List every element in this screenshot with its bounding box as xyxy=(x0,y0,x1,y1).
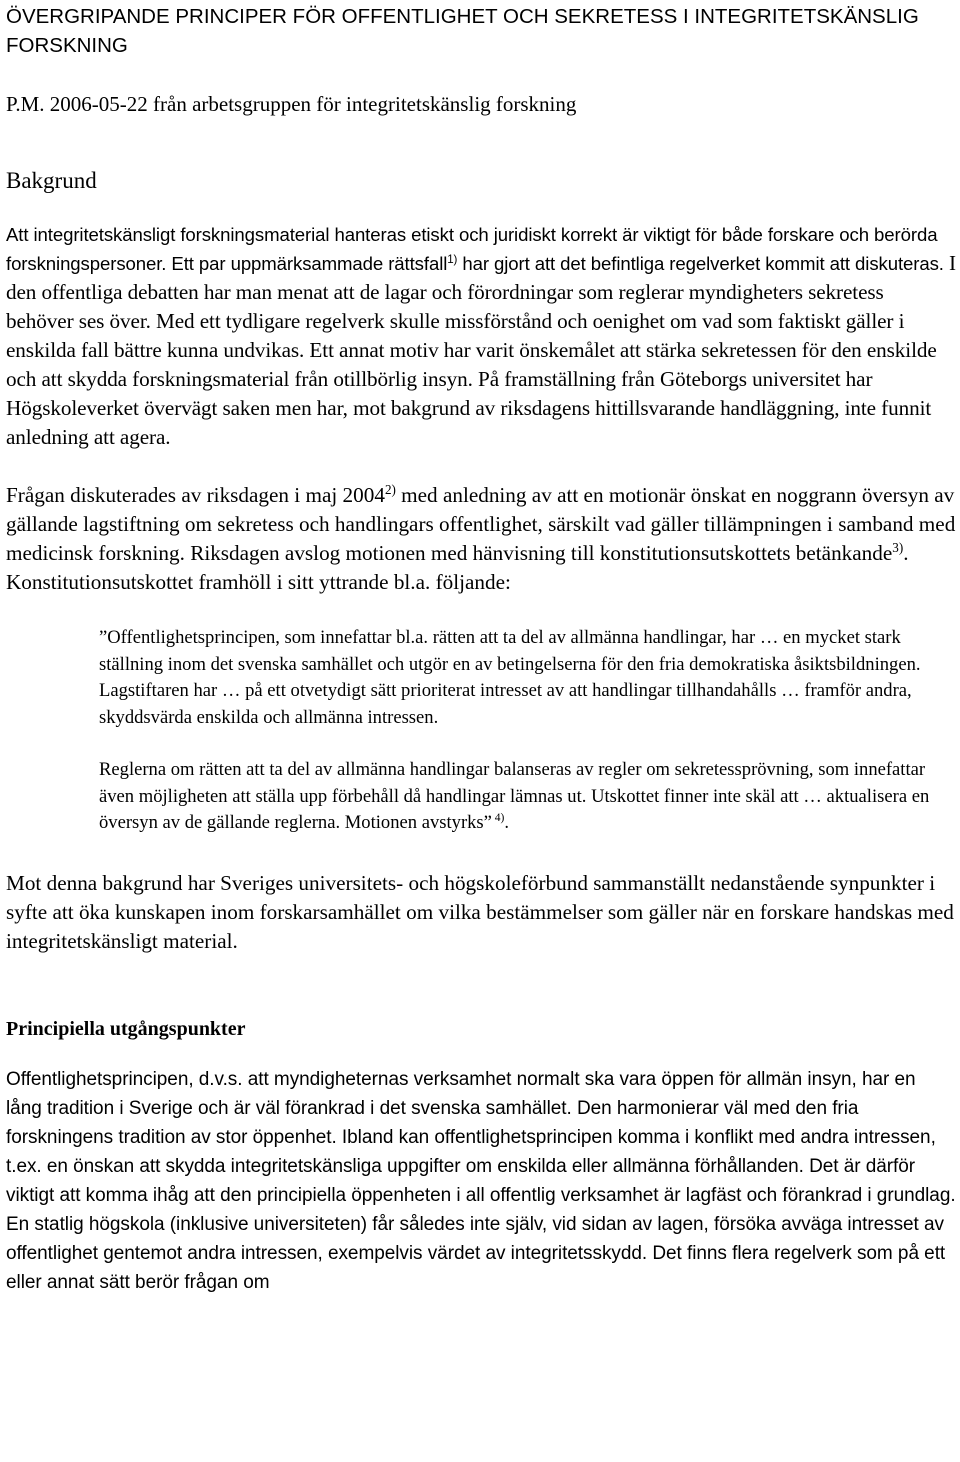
document-subtitle: P.M. 2006-05-22 från arbetsgruppen för integritetskänslig forskning xyxy=(6,92,577,116)
footnote-ref-3: 3) xyxy=(892,539,904,555)
text-run: har gjort att det befintliga regelverket kommit att diskuteras. xyxy=(457,253,944,274)
heading-bakgrund: Bakgrund xyxy=(6,168,97,193)
paragraph-mot-denna-bakgrund: Mot denna bakgrund har Sveriges universitets- och högskoleförbund sammanställt nedanstående synpunkter i syfte att öka kunskapen inom forskarsamhället om vilka bestämmelser som gäller när en forskare handskas med integritetskänsligt material. xyxy=(6,870,954,953)
blockquote-1: ”Offentlighetsprincipen, som innefattar bl.a. rätten att ta del av allmänna handlingar, har … en mycket stark ställning inom det svenska samhället och utgör en av betingelserna för den fria demokratiska åsiktsbildningen. Lagstiftaren har … på ett otvetydigt sätt prioriterat intresset av att handlingar tillhandahålls … framför andra, skyddsvärda enskilda och allmänna intressen. xyxy=(99,627,921,728)
footnote-ref-4: 4) xyxy=(491,811,505,824)
paragraph-offentlighetsprincipen: Offentlighetsprincipen, d.v.s. att myndigheternas verksamhet normalt ska vara öppen för allmän insyn, har en lång tradition i Sverige och är väl förankrad i det svenska samhället. Den harmonierar väl med den fria forskningens tradition av stor öppenhet. Ibland kan offentlighetsprincipen komma i konflikt med andra intressen, t.ex. en önskan att skydda integritetskänsliga uppgifter om enskilda eller allmänna förhållanden. Det är därför viktigt att komma ihåg att den principiella öppenheten i all offentlig verksamhet är lagfäst och förankrad i grundlag. En statlig högskola (inklusive universiteten) får således inte själv, vid sidan av lagen, försöka avväga intresset av offentlighet gentemot andra intressen, exempelvis värdet av integritetsskydd. Det finns flera regelverk som på ett eller annat sätt berör frågan om xyxy=(6,1068,956,1293)
paragraph-bakgrund-2: I den offentliga debatten har man menat att de lagar och förordningar som reglerar myndigheters sekretess behöver ses över. Med ett tydligare regelverk skulle missförstånd och oenighet om vad som faktiskt gäller i enskilda fall bättre kunna undvikas. Ett annat motiv har varit önskemålet att stärka sekretessen för den enskilde och att skydda forskningsmaterial från otillbörlig insyn. På framställning från Göteborgs universitet har Högskoleverket övervägt saken men har, mot bakgrund av riksdagens hittillsvarande handläggning, inte funnit anledning att agera. xyxy=(6,251,956,449)
heading-principiella-utgangspunkter: Principiella utgångspunkter xyxy=(6,1017,246,1040)
footnote-ref-2: 2) xyxy=(384,481,396,497)
paragraph-bakgrund-1 xyxy=(6,220,956,452)
text-run: Att integritetskänsligt forskningsmaterial hanteras etiskt och juridiskt korrekt är viktigt för både forskare och berörda forskningspersoner. Ett par uppmärksammade rättsfall xyxy=(6,224,938,274)
text-run: Frågan diskuterades av riksdagen i maj 2004 xyxy=(6,483,385,507)
text-run: Reglerna om rätten att ta del av allmänna handlingar balanseras av regler om sekretessprövning, som innefattar även möjligheten att ställa upp förbehåll då handlingar lämnas ut. Utskottet finner inte skäl att … aktualisera en översyn av de gällande reglerna. Motionen avstyrks” xyxy=(99,759,930,833)
document-title: ÖVERGRIPANDE PRINCIPER FÖR OFFENTLIGHET OCH SEKRETESS I INTEGRITETSKÄNSLIG FORSKNING xyxy=(6,5,919,57)
blockquote-2 xyxy=(99,757,959,837)
document-page xyxy=(6,0,956,1297)
text-run: . Konstitutionsutskottet framhöll i sitt yttrande bl.a. följande: xyxy=(6,541,909,594)
text-run: med anledning av att en motionär önskat en noggrann översyn av gällande lagstiftning om sekretess och handlingars offentlighet, särskilt vad gäller tillämpningen i samband med medicinsk forskning. Riksdagen avslog motionen med hänvisning till konstitutionsutskottets betänkande xyxy=(6,483,956,565)
paragraph-fragan xyxy=(6,481,956,597)
footnote-ref-1: 1) xyxy=(447,253,458,266)
text-run: . xyxy=(504,812,510,833)
